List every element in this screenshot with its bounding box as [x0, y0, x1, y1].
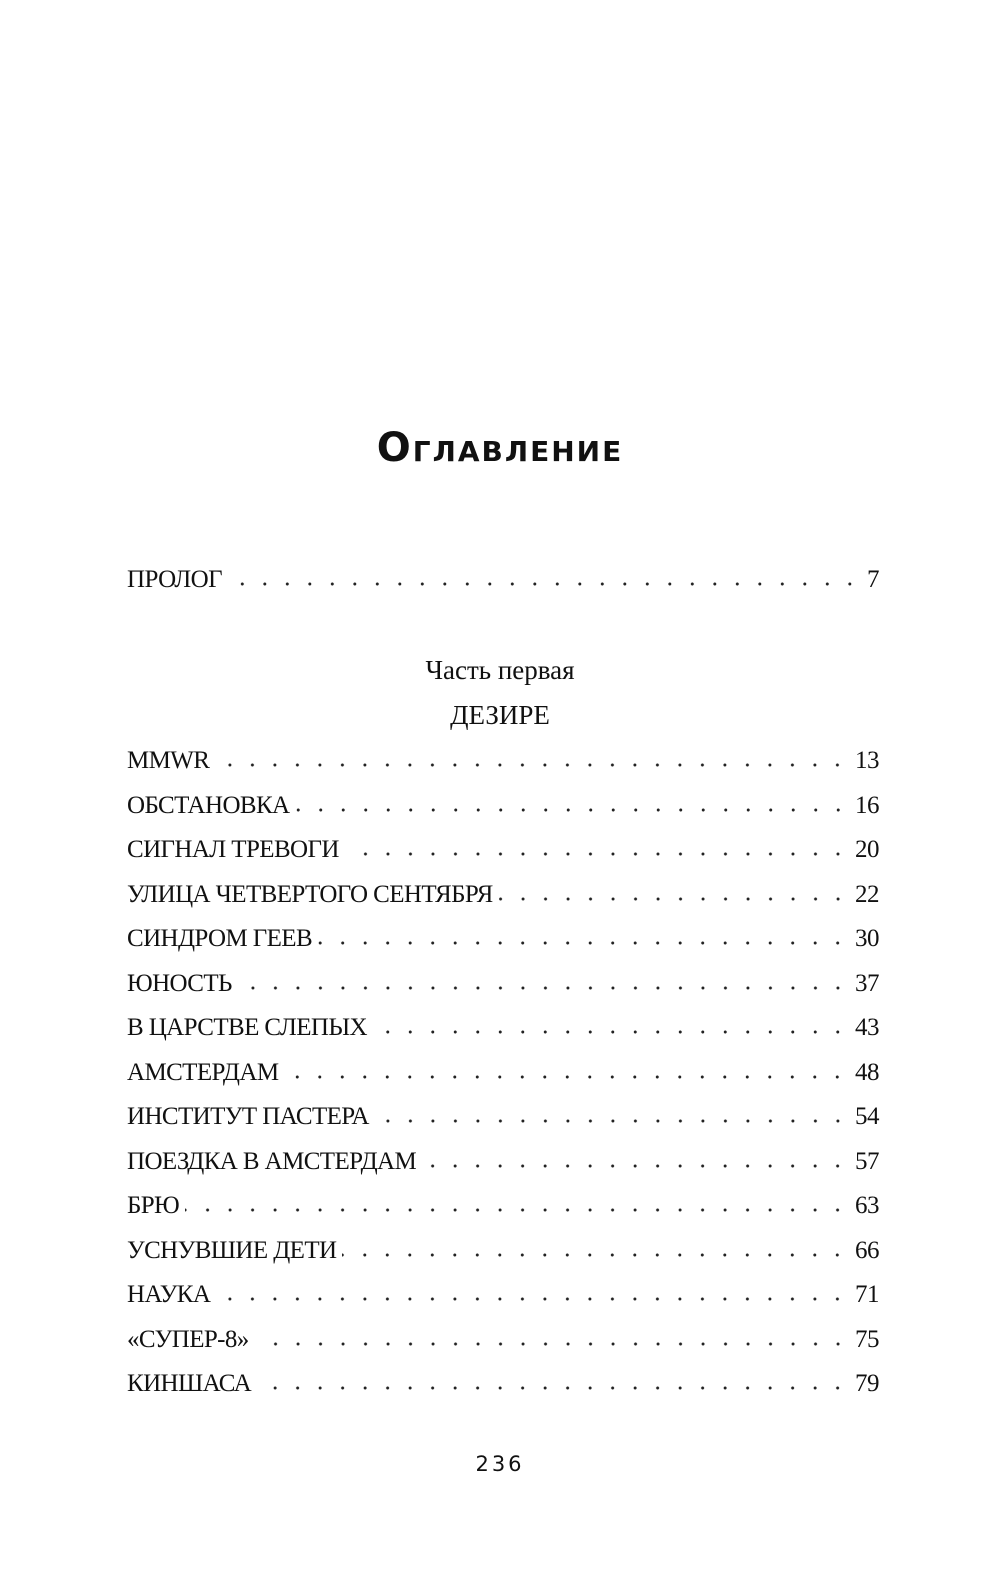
dot-leader	[373, 1029, 849, 1035]
toc-entry[interactable]	[127, 1148, 879, 1182]
toc-entry-label: ПРОЛОГ	[127, 566, 222, 593]
toc-entry-page: 71	[855, 1281, 879, 1308]
toc-entry-label: ЮНОСТЬ	[127, 969, 232, 997]
toc-entry[interactable]	[127, 1370, 879, 1404]
page-number: 236	[475, 1452, 525, 1476]
toc-entry-page: 16	[855, 791, 879, 819]
toc-entry-label: ОБСТАНОВКА	[127, 791, 290, 819]
toc-entry-label: «СУПЕР-8»	[127, 1325, 249, 1353]
dot-leader	[228, 581, 861, 587]
toc-entry-page: 48	[855, 1058, 879, 1086]
toc-entry[interactable]	[127, 881, 879, 915]
toc-entry-label: БРЮ	[127, 1192, 180, 1219]
toc-entry[interactable]	[127, 747, 879, 781]
toc-entry[interactable]	[127, 1192, 879, 1226]
part-name: ДЕЗИРЕ	[450, 700, 550, 730]
toc-entry[interactable]	[127, 1103, 879, 1137]
toc-entry-page: 75	[855, 1325, 879, 1353]
dot-leader	[257, 1385, 849, 1391]
toc-entry-page: 63	[855, 1192, 879, 1219]
toc-entry-label: УЛИЦА ЧЕТВЕРТОГО СЕНТЯБРЯ	[127, 880, 493, 908]
dot-leader	[345, 851, 849, 857]
dot-leader	[215, 762, 849, 768]
toc-entry-page: 7	[867, 566, 879, 593]
part-label: Часть первая	[425, 655, 575, 685]
dot-leader	[422, 1163, 849, 1169]
dot-leader	[499, 896, 849, 902]
page-title: Оглавление	[376, 425, 624, 471]
toc-entry[interactable]	[127, 1326, 879, 1360]
toc-entry-label: MMWR	[127, 747, 210, 774]
dot-leader	[296, 807, 849, 813]
toc-entry-page: 30	[855, 925, 879, 952]
toc-entry-label: НАУКА	[127, 1281, 211, 1308]
dot-leader	[342, 1252, 849, 1258]
dot-leader	[216, 1296, 849, 1302]
dot-leader	[284, 1074, 849, 1080]
toc-entry[interactable]	[127, 970, 879, 1004]
toc-entry-page: 54	[855, 1103, 879, 1130]
toc-entry-page: 13	[855, 747, 879, 774]
toc-entry-prologue[interactable]	[127, 566, 879, 600]
toc-entry-label: АМСТЕРДАМ	[127, 1058, 279, 1086]
toc-entry-label: УСНУВШИЕ ДЕТИ	[127, 1236, 337, 1264]
toc-entry[interactable]	[127, 1059, 879, 1093]
toc-entry-label: ПОЕЗДКА В АМСТЕРДАМ	[127, 1147, 417, 1175]
dot-leader	[255, 1341, 849, 1347]
dot-leader	[238, 985, 849, 991]
dot-leader	[375, 1118, 849, 1124]
toc-entry-page: 20	[855, 836, 879, 863]
toc-entry-page: 57	[855, 1147, 879, 1175]
toc-entry-label: В ЦАРСТВЕ СЛЕПЫХ	[127, 1014, 367, 1041]
toc-entry-page: 37	[855, 969, 879, 997]
toc-entry-label: ИНСТИТУТ ПАСТЕРА	[127, 1103, 369, 1130]
dot-leader	[185, 1207, 849, 1213]
toc-entry-page: 66	[855, 1236, 879, 1264]
toc-entry[interactable]	[127, 1237, 879, 1271]
toc-entry-label: СИНДРОМ ГЕЕВ	[127, 925, 313, 952]
toc-entry-page: 79	[855, 1370, 879, 1397]
toc-entry-page: 43	[855, 1014, 879, 1041]
toc-entry-label: КИНШАСА	[127, 1370, 252, 1397]
toc-entry[interactable]	[127, 925, 879, 959]
toc-entry[interactable]	[127, 792, 879, 826]
toc-entry[interactable]	[127, 1014, 879, 1048]
toc-entry[interactable]	[127, 1281, 879, 1315]
toc-entry-label: СИГНАЛ ТРЕВОГИ	[127, 836, 339, 863]
toc-entry-page: 22	[855, 880, 879, 908]
dot-leader	[318, 940, 849, 946]
toc-entry[interactable]	[127, 836, 879, 870]
